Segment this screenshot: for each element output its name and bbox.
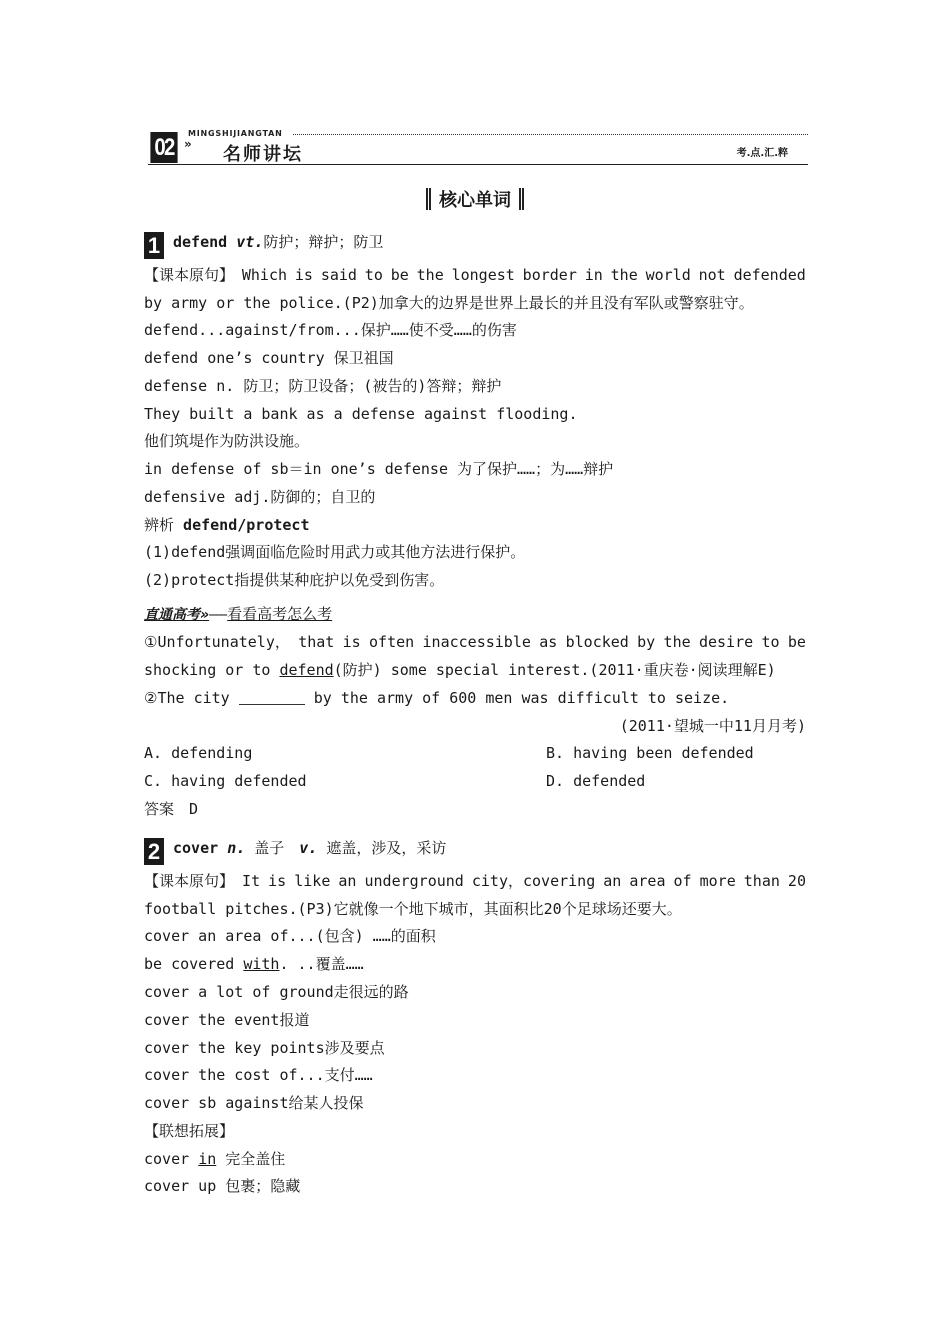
question1-line2 <box>144 660 776 680</box>
entry1-definition: 防护；辩护；防卫 <box>263 233 384 251</box>
word: by <box>637 633 656 651</box>
word: border <box>522 266 577 284</box>
entry2-phrase: cover sb against给某人投保 <box>144 1094 364 1112</box>
text: . ..覆盖…… <box>279 955 364 973</box>
entry1-distinction-2: (2)protect指提供某种庇护以免受到伤害。 <box>144 571 445 589</box>
header-title: 名师讲坛 <box>223 144 303 165</box>
exam-label: 直通高考» <box>144 607 210 623</box>
chevron-icon: » <box>184 137 192 151</box>
section-bar-left <box>426 188 431 210</box>
answer-blank <box>239 690 305 705</box>
word: 20 <box>787 872 806 890</box>
word: inaccessible <box>422 633 531 651</box>
word: world <box>645 266 691 284</box>
entry2-phrase: cover up 包裹；隐藏 <box>144 1177 301 1195</box>
word: ①Unfortunately， <box>144 633 290 651</box>
word: defended <box>733 266 806 284</box>
word: is <box>268 872 287 890</box>
word: the <box>416 266 444 284</box>
exam-heading <box>144 604 332 625</box>
entry2-textbook-line2: football pitches.(P3)它就像一个地下城市，其面积比20个足球场还要大。 <box>144 900 682 918</box>
underlined-word: in <box>198 1150 217 1168</box>
text: ②The city <box>144 689 239 707</box>
entry1-example-translation: 他们筑堤作为防洪设施。 <box>144 432 310 450</box>
text: (防护) some special interest.(2011·重庆卷·阅读理解E) <box>333 661 776 679</box>
header-subtitle: MINGSHIJIANGTAN <box>188 129 283 138</box>
word: the <box>663 633 691 651</box>
text: shocking or to <box>144 661 280 679</box>
section-title: 核心单词 <box>439 190 511 211</box>
word: It <box>242 872 261 890</box>
entry2-phrase: cover a lot of ground走很远的路 <box>144 983 409 1001</box>
word: blocked <box>565 633 629 651</box>
word: desire <box>698 633 754 651</box>
entry2-pos-noun: n. <box>227 839 246 857</box>
word: an <box>603 872 622 890</box>
text: by the army of 600 men was difficult to seize. <box>304 689 730 707</box>
section-bar-right <box>519 188 524 210</box>
word: often <box>369 633 415 651</box>
question2-source: (2011·望城一中11月月考) <box>619 717 806 735</box>
word: as <box>539 633 558 651</box>
entry1-phrase: defend...against/from...保护……使不受……的伤害 <box>144 321 517 339</box>
section-heading <box>0 186 950 212</box>
word: not <box>698 266 726 284</box>
entry2-heading <box>144 838 446 865</box>
entry1-phrase: in defense of sb＝in one’s defense 为了保护……；为……辩护 <box>144 460 614 478</box>
header-dotted-rule <box>293 134 808 135</box>
entry1-distinction-heading <box>144 515 309 535</box>
entry2-word: cover <box>173 839 219 857</box>
word: to <box>761 633 780 651</box>
entry1-number-badge: 1 <box>144 232 164 259</box>
word: city，covering <box>471 872 596 890</box>
entry2-phrase: cover the key points涉及要点 <box>144 1039 385 1057</box>
exam-subtitle: 看看高考怎么考 <box>227 605 333 623</box>
entry2-extension-label: 【联想拓展】 <box>144 1122 235 1140</box>
entry2-pos-verb: v. <box>299 839 318 857</box>
word: is <box>342 633 361 651</box>
option-c: C. having defended <box>144 772 307 790</box>
question2 <box>144 688 729 708</box>
entry1-phrase: defend one’s country 保卫祖国 <box>144 349 394 367</box>
entry2-phrase <box>144 1149 285 1169</box>
entry2-textbook-line1 <box>144 871 806 891</box>
entry2-phrase: cover the event报道 <box>144 1011 310 1029</box>
exam-dash: —— <box>209 605 228 623</box>
text: 完全盖住 <box>216 1150 286 1168</box>
word: the <box>610 266 638 284</box>
word: is <box>294 266 313 284</box>
word: said <box>320 266 357 284</box>
text: cover <box>144 1150 199 1168</box>
word: be <box>390 266 409 284</box>
textbook-label: 【课本原句】 <box>144 872 235 890</box>
word: than <box>743 872 780 890</box>
entry2-number-badge: 2 <box>144 838 164 865</box>
answer: 答案 D <box>144 800 199 818</box>
word: Which <box>241 266 288 284</box>
word: of <box>673 872 692 890</box>
distinction-words: defend/protect <box>183 516 310 534</box>
entry1-distinction-1: (1)defend强调面临危险时用武力或其他方法进行保护。 <box>144 543 526 561</box>
header-right-label: 考.点.汇.粹 <box>736 148 788 159</box>
entry1-phrase: defensive adj.防御的；自卫的 <box>144 488 376 506</box>
entry2-phrase: cover the cost of...支付…… <box>144 1066 373 1084</box>
word: an <box>338 872 357 890</box>
underlined-word: defend <box>279 661 334 679</box>
page-header <box>148 128 808 168</box>
word: like <box>294 872 331 890</box>
distinction-label: 辨析 <box>144 516 175 534</box>
question1-line1 <box>144 632 806 652</box>
word: be <box>787 633 806 651</box>
word: that <box>298 633 335 651</box>
option-a: A. defending <box>144 744 253 762</box>
entry1-textbook-line1 <box>144 265 806 285</box>
option-b: B. having been defended <box>546 744 754 762</box>
word: more <box>699 872 736 890</box>
text: be covered <box>144 955 244 973</box>
entry1-heading <box>144 232 383 259</box>
entry2-def-verb: 遮盖，涉及，采访 <box>317 839 447 857</box>
underlined-word: with <box>243 955 280 973</box>
textbook-label: 【课本原句】 <box>144 266 235 284</box>
word: to <box>364 266 383 284</box>
option-d: D. defended <box>546 772 646 790</box>
entry1-pos: vt. <box>236 233 264 251</box>
entry2-phrase <box>144 954 364 974</box>
chapter-number-badge: 02 <box>150 132 177 163</box>
word: underground <box>364 872 464 890</box>
entry1-word: defend <box>173 233 228 251</box>
word: in <box>584 266 603 284</box>
header-rule <box>148 164 808 165</box>
word: area <box>629 872 666 890</box>
entry1-phrase: defense n. 防卫；防卫设备；(被告的)答辩；辩护 <box>144 377 502 395</box>
entry1-textbook-line2: by army or the police.(P2)加拿大的边界是世界上最长的并且没有军队或警察驻守。 <box>144 294 754 312</box>
entry1-example: They built a bank as a defense against flooding. <box>144 405 578 423</box>
entry2-def-noun: 盖子 <box>245 839 300 857</box>
entry2-phrase: cover an area of...(包含) ……的面积 <box>144 927 436 945</box>
word: longest <box>451 266 515 284</box>
